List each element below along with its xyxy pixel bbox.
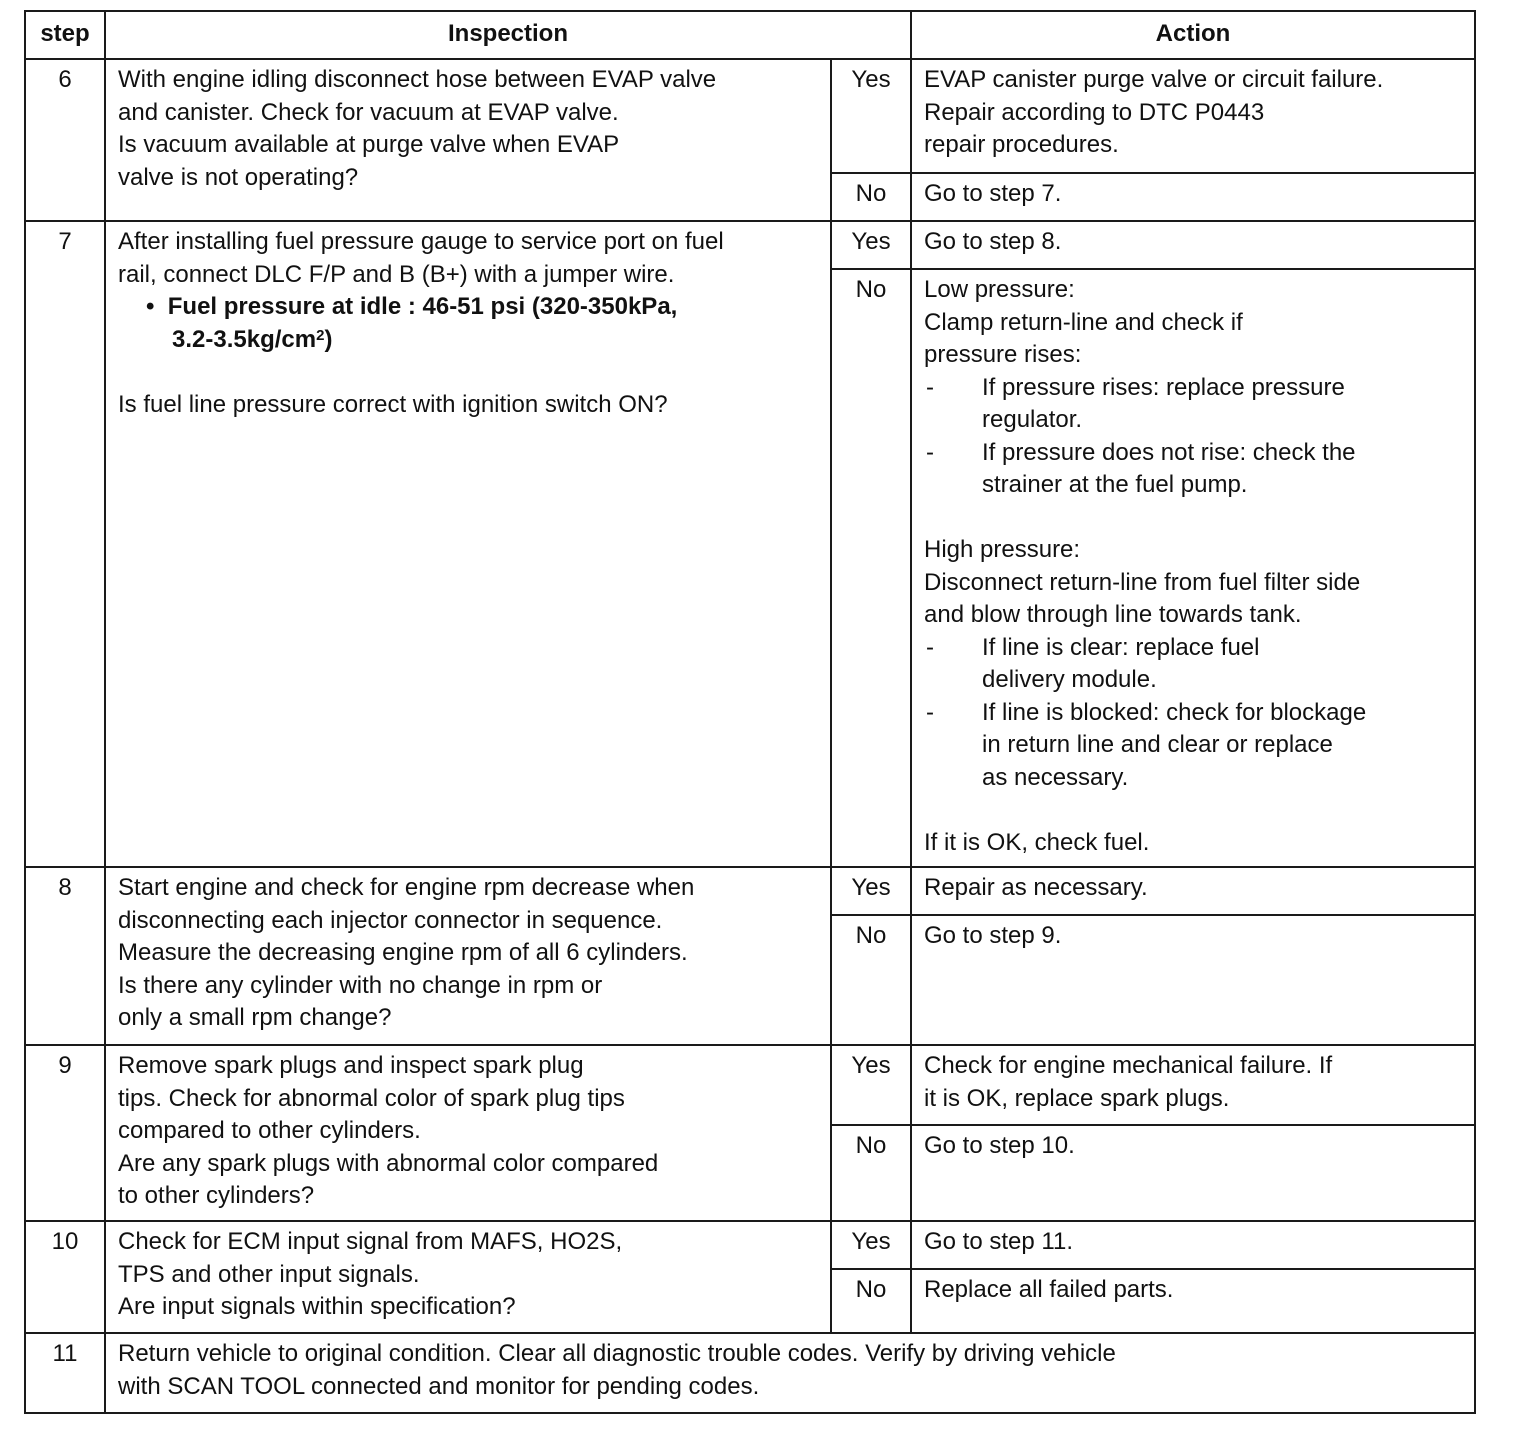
table-row: [25, 1333, 1475, 1413]
step-number: 9: [25, 1045, 105, 1221]
inspection-text: Remove spark plugs and inspect spark plug tips. Check for abnormal color of spark plug tips compared to other cylinders. Are any spark plugs with abnormal color compared to other cylinders?: [105, 1045, 831, 1221]
step-number: 6: [25, 59, 105, 221]
table-row: [25, 221, 1475, 269]
yes-action: Go to step 8.: [911, 221, 1475, 269]
table-row: [25, 867, 1475, 915]
table-row: [25, 1045, 1475, 1125]
list-item: - If pressure does not rise: check the strainer at the fuel pump.: [926, 438, 1356, 498]
yes-label: Yes: [831, 221, 911, 269]
yes-label: Yes: [831, 1045, 911, 1125]
table-row: [25, 59, 1475, 173]
final-step-text: Return vehicle to original condition. Clear all diagnostic trouble codes. Verify by driving vehicle with SCAN TOOL connected and monitor for pending codes.: [105, 1333, 1475, 1413]
step-number: 7: [25, 221, 105, 867]
no-label: No: [831, 1269, 911, 1333]
yes-label: Yes: [831, 1221, 911, 1269]
no-action: Go to step 10.: [911, 1125, 1475, 1221]
no-action: Go to step 9.: [911, 915, 1475, 1045]
no-label: No: [831, 173, 911, 221]
header-step: step: [25, 11, 105, 59]
list-item: - If line is clear: replace fuel delivery module.: [926, 633, 1260, 693]
header-inspection: Inspection: [105, 11, 911, 59]
spec-bullet: • Fuel pressure at idle : 46-51 psi (320-350kPa, $3.2-3.5kg/cm^2$): [146, 293, 678, 353]
yes-action: Check for engine mechanical failure. If it is OK, replace spark plugs.: [911, 1045, 1475, 1125]
no-label: No: [831, 1125, 911, 1221]
yes-action: Go to step 11.: [911, 1221, 1475, 1269]
yes-label: Yes: [831, 59, 911, 173]
no-label: No: [831, 269, 911, 867]
step-number: 11: [25, 1333, 105, 1413]
inspection-text: Check for ECM input signal from MAFS, HO2S, TPS and other input signals. Are input signals within specification?: [105, 1221, 831, 1333]
list-item: - If pressure rises: replace pressure regulator.: [926, 373, 1345, 433]
yes-label: Yes: [831, 867, 911, 915]
header-row: [25, 11, 1475, 59]
inspection-text: Start engine and check for engine rpm decrease when disconnecting each injector connector in sequence. Measure the decreasing engine rpm of all 6 cylinders. Is there any cylinder with no change in rpm or only a small rpm change?: [105, 867, 831, 1045]
diagnostic-table: [24, 10, 1476, 1414]
inspection-text: After installing fuel pressure gauge to service port on fuel rail, connect DLC F/P and B (B+) with a jumper wire. • Fuel pressure at idle : 46-51 psi (320-350kPa, $3.2-3.5kg/cm^2$) Is fuel line pressure correct with ignition switch ON?: [105, 221, 831, 867]
no-action: Low pressure: Clamp return-line and check if pressure rises: - If pressure rises: replace pressure regulator. - If pressure does not rise: check the strainer at the fuel pump. High pressure: Disconnect return-line from fuel filter side and blow through line towards tank. - If line is clear: replace fuel delivery module. - If line is blocked: check for blockage in return line and clear or replace as necessary. If it is OK, check fuel.: [911, 269, 1475, 867]
header-action: Action: [911, 11, 1475, 59]
table-row: [25, 1221, 1475, 1269]
yes-action: EVAP canister purge valve or circuit failure. Repair according to DTC P0443 repair procedures.: [911, 59, 1475, 173]
no-action: Go to step 7.: [911, 173, 1475, 221]
step-number: 10: [25, 1221, 105, 1333]
no-label: No: [831, 915, 911, 1045]
no-action: Replace all failed parts.: [911, 1269, 1475, 1333]
yes-action: Repair as necessary.: [911, 867, 1475, 915]
inspection-text: With engine idling disconnect hose between EVAP valve and canister. Check for vacuum at EVAP valve. Is vacuum available at purge valve when EVAP valve is not operating?: [105, 59, 831, 221]
step-number: 8: [25, 867, 105, 1045]
list-item: - If line is blocked: check for blockage in return line and clear or replace as necessary.: [926, 698, 1367, 791]
